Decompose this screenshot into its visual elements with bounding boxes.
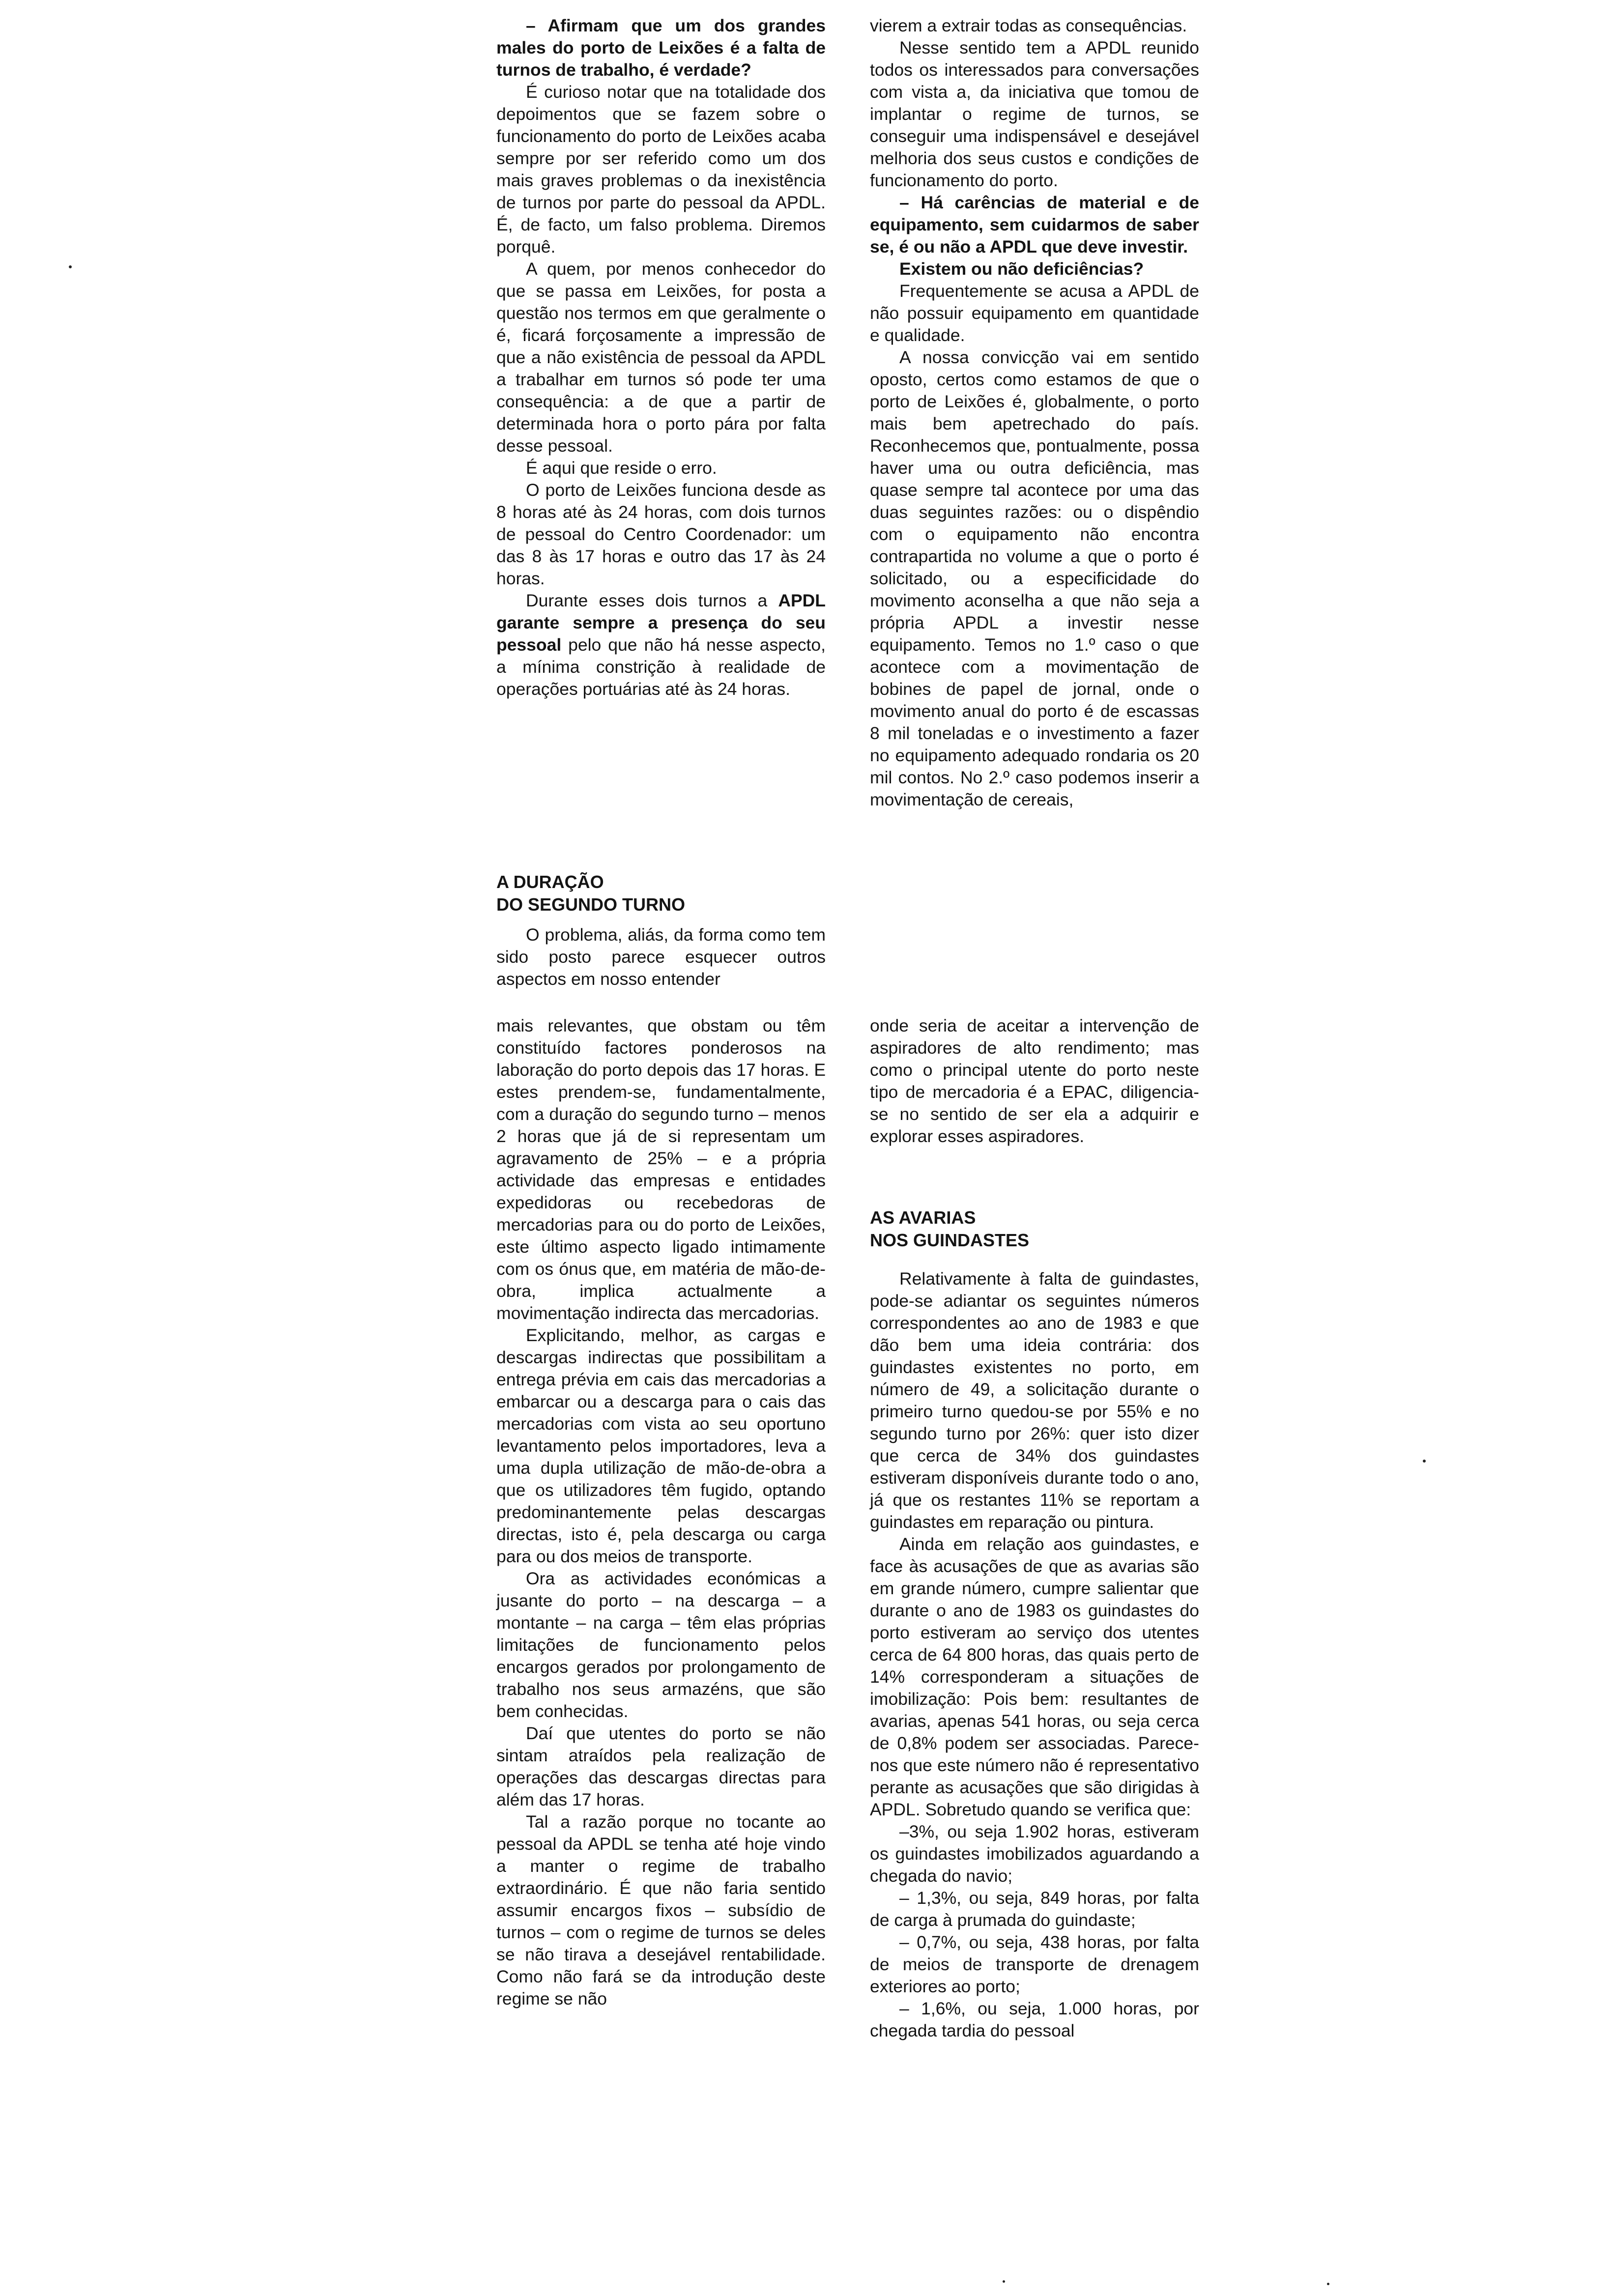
heading-line: A DURAÇÃO <box>496 872 604 892</box>
article-paragraph: – 0,7%, ou seja, 438 horas, por falta de meios de transporte de drenagem exteriores ao porto; <box>870 1932 1199 1996</box>
article-paragraph: – Afirmam que um dos grandes males do porto de Leixões é a falta de turnos de trabalho, é verdade? <box>496 16 826 80</box>
article-paragraph: Relativamente à falta de guindastes, pode-se adiantar os seguintes números correspondentes ao ano de 1983 e que dão bem uma ideia contrária: dos guindastes existentes no porto, em número de 49, a solicitação durante o primeiro turno quedou-se por 55% e no segundo turno por 26%: quer isto dizer que cerca de 34% dos guindastes estiveram disponíveis durante todo o ano, já que os restantes 11% se reportam a guindastes em reparação ou pintura. <box>870 1269 1199 1532</box>
article-paragraph: Nesse sentido tem a APDL reunido todos os interessados para conversações com vista a, da iniciativa que tomou de implantar o regime de turnos, se conseguir uma indispensável e desejável melhoria dos seus custos e condições de funcionamento do porto. <box>870 38 1199 190</box>
article-paragraph: mais relevantes, que obstam ou têm constituído factores ponderosos na laboração do porto depois das 17 horas. E estes prendem-se, fundamentalmente, com a duração do segundo turno – menos 2 horas que já de si representam um agravamento de 25% – e a própria actividade das empresas e entidades expedidoras ou recebedoras de mercadorias para ou do porto de Leixões, este último aspecto ligado intimamente com os ónus que, em matéria de mão-de-obra, implica actualmente a movimentação indirecta das mercadorias. <box>496 1016 826 1323</box>
bold-phrase: APDL garante sempre a presença do seu pessoal <box>496 591 826 655</box>
article-paragraph: Tal a razão porque no tocante ao pessoal da APDL se tenha até hoje vindo a manter o regime de trabalho extraordinário. É que não faria sentido assumir encargos fixos – subsídio de turnos – com o regime de turnos se deles se não tirava a desejável rentabilidade. Como não fará se da introdução deste regime se não <box>496 1812 826 2009</box>
article-paragraph: É curioso notar que na totalidade dos depoimentos que se fazem sobre o funcionamento do porto de Leixões acaba sempre por ser referido como um dos mais graves problemas o da inexistência de turnos por parte do pessoal da APDL. É, de facto, um falso problema. Diremos porquê. <box>496 82 826 257</box>
article-paragraph: –3%, ou seja 1.902 horas, estiveram os guindastes imobilizados aguardando a chegada do navio; <box>870 1822 1199 1886</box>
article-paragraph: onde seria de aceitar a intervenção de aspiradores de alto rendimento; mas como o principal utente do porto neste tipo de mercadoria é a EPAC, diligencia-se no sentido de ser ela a adquirir e explorar esses aspiradores. <box>870 1016 1199 1146</box>
article-paragraph: A quem, por menos conhecedor do que se passa em Leixões, for posta a questão nos termos em que geralmente o é, ficará forçosamente a impressão de que a não existência de pessoal da APDL a trabalhar em turnos só pode ter uma consequência: a de que a partir de determinada hora o porto pára por falta desse pessoal. <box>496 259 826 456</box>
scan-speck <box>1327 2283 1329 2285</box>
article-paragraph: vierem a extrair todas as consequências. <box>870 16 1187 35</box>
scan-speck <box>69 265 72 268</box>
article-paragraph: Ora as actividades económicas a jusante do porto – na descarga – a montante – na carga – têm elas próprias limitações de funcionamento pelos encargos gerados por prolongamento de trabalho nos seus armazéns, que são bem conhecidas. <box>496 1569 826 1721</box>
heading-line: NOS GUINDASTES <box>870 1230 1030 1250</box>
scan-speck <box>1423 1460 1426 1463</box>
article-paragraph: Explicitando, melhor, as cargas e descargas indirectas que possibilitam a entrega prévia em cais das mercadorias a embarcar ou a descarga para o cais das mercadorias com vista ao seu oportuno levantamento pelos importadores, leva a uma dupla utilização de mão-de-obra a que os utilizadores têm fugido, optando predominantemente pelas descargas directas, isto é, pela descarga ou carga para ou dos meios de transporte. <box>496 1325 826 1566</box>
article-paragraph: Ainda em relação aos guindastes, e face às acusações de que as avarias são em grande número, cumpre salientar que durante o ano de 1983 os guindastes do porto estiveram ao serviço dos utentes cerca de 64 800 horas, das quais perto de 14% corresponderam a situações de imobilização: Pois bem: resultantes de avarias, apenas 541 horas, ou seja cerca de 0,8% podem ser associadas. Parece-nos que este número não é representativo perante as acusações que são dirigidas à APDL. Sobretudo quando se verifica que: <box>870 1534 1199 1819</box>
article-paragraph: A nossa convicção vai em sentido oposto, certos como estamos de que o porto de Leixões é, globalmente, o porto mais bem apetrechado do país. Reconhecemos que, pontualmente, possa haver uma ou outra deficiência, mas quase sempre tal acontece por uma das duas seguintes razões: ou o dispêndio com o equipamento não encontra contrapartida no volume a que o porto é solicitado, ou a especificidade do movimento aconselha a que não seja a própria APDL a investir nesse equipamento. Temos no 1.º caso o que acontece com a movimentação de bobines de papel de jornal, onde o movimento anual do porto é de escassas 8 mil toneladas e o investimento a fazer no equipamento adequado rondaria os 20 mil contos. No 2.º caso podemos inserir a movimentação de cereais, <box>870 347 1199 809</box>
scan-speck <box>1003 2280 1005 2283</box>
column-right-top <box>870 15 1199 811</box>
text-run: pelo que não há nesse aspecto, a mínima constrição à realidade de operações portuárias até às 24 horas. <box>496 635 826 699</box>
column-right-bottom <box>870 1268 1199 2042</box>
column-left-middle <box>496 924 826 990</box>
article-paragraph: O problema, aliás, da forma como tem sido posto parece esquecer outros aspectos em nosso entender <box>496 925 826 989</box>
article-paragraph: Existem ou não deficiências? <box>899 259 1144 279</box>
column-left-top <box>496 15 826 700</box>
article-paragraph: Frequentemente se acusa a APDL de não possuir equipamento em quantidade e qualidade. <box>870 281 1199 345</box>
article-paragraph <box>496 590 826 700</box>
column-left-bottom <box>496 1015 826 2010</box>
heading-line: DO SEGUNDO TURNO <box>496 894 686 915</box>
column-right-middle <box>870 1015 1199 1148</box>
article-paragraph: – 1,3%, ou seja, 849 horas, por falta de carga à prumada do guindaste; <box>870 1888 1199 1930</box>
article-paragraph: Daí que utentes do porto se não sintam atraídos pela realização de operações das descargas directas para além das 17 horas. <box>496 1723 826 1809</box>
article-paragraph: O porto de Leixões funciona desde as 8 horas até às 24 horas, com dois turnos de pessoal do Centro Coordenador: um das 8 às 17 horas e outro das 17 às 24 horas. <box>496 480 826 588</box>
heading-line: AS AVARIAS <box>870 1207 976 1228</box>
article-paragraph: É aqui que reside o erro. <box>526 458 717 478</box>
article-paragraph: – Há carências de material e de equipamento, sem cuidarmos de saber se, é ou não a APDL que deve investir. <box>870 193 1199 257</box>
text-run: Durante esses dois turnos a <box>526 591 778 610</box>
section-heading-duracao <box>496 871 826 916</box>
article-paragraph: – 1,6%, ou seja, 1.000 horas, por chegada tardia do pessoal <box>870 1999 1199 2040</box>
section-heading-avarias <box>870 1206 1199 1252</box>
